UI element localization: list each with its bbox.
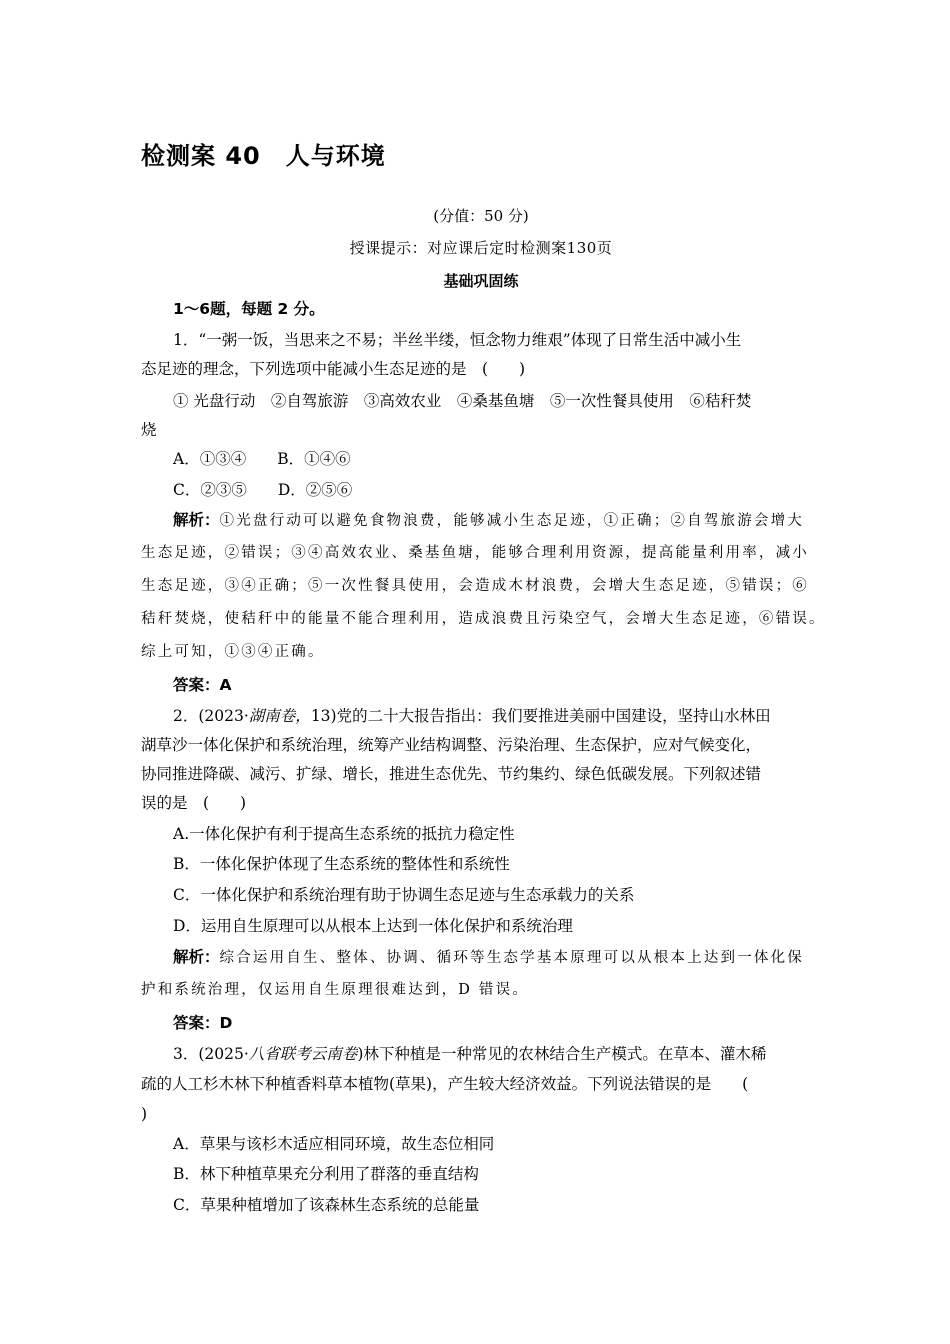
q3-stem-text1: )林下种植是一种常见的农林结合生产模式。在草本、灌木稀 <box>357 1045 767 1063</box>
q1-analysis-line1 <box>173 509 804 532</box>
q2-source: 湖南卷， <box>248 707 311 725</box>
q1-stem-line1: 1．“一粥一饭，当思来之不易；半丝半缕，恒念物力维艰”体现了日常生活中减小生 <box>173 331 742 349</box>
q1-analysis-line4: 秸秆焚烧，使秸秆中的能量不能合理利用，造成浪费且污染空气，会增大生态足迹，⑥错误。 <box>141 611 826 627</box>
q3-option-c: C．草果种植增加了该森林生态系统的总能量 <box>173 1196 480 1214</box>
q2-analysis-label: 解析： <box>173 948 220 966</box>
question-intro: 1～6题，每题 2 分。 <box>173 300 325 318</box>
q2-option-b: B．一体化保护体现了生态系统的整体性和系统性 <box>173 855 510 873</box>
q1-analysis-label: 解析： <box>173 511 220 529</box>
q3-source: 八省联考云南卷 <box>248 1045 358 1063</box>
q1-items-line2: 烧 <box>141 421 157 439</box>
q3-stem-line2: 疏的人工杉木林下种植香料草本植物(草果)，产生较大经济效益。下列说法错误的是 ( <box>141 1075 749 1093</box>
q3-option-a: A．草果与该杉木适应相同环境，故生态位相同 <box>173 1135 495 1153</box>
q3-option-b: B．林下种植草果充分利用了群落的垂直结构 <box>173 1165 479 1183</box>
q2-analysis-line1 <box>173 946 804 969</box>
q2-stem-text1: 13)党的二十大报告指出：我们要推进美丽中国建设，坚持山水林田 <box>310 707 771 725</box>
section-heading: 基础巩固练 <box>443 272 519 290</box>
q2-stem-line1 <box>173 705 771 727</box>
q2-option-c: C．一体化保护和系统治理有助于协调生态足迹与生态承载力的关系 <box>173 886 635 904</box>
q2-number: 2．(2023· <box>173 707 249 725</box>
q1-analysis-text1: ①光盘行动可以避免食物浪费，能够减小生态足迹，①正确；②自驾旅游会增大 <box>219 513 805 529</box>
q2-stem-line3: 协同推进降碳、减污、扩绿、增长，推进生态优先、节约集约、绿色低碳发展。下列叙述错 <box>141 765 762 783</box>
q2-option-a: A.一体化保护有利于提高生态系统的抵抗力稳定性 <box>173 825 515 843</box>
q2-analysis-text1: 综合运用自生、整体、协调、循环等生态学基本原理可以从根本上达到一体化保 <box>219 950 805 966</box>
q1-analysis-line2: 生态足迹，②错误；③④高效农业、桑基鱼塘，能够合理利用资源，提高能量利用率，减小 <box>141 545 809 561</box>
q3-stem-line1 <box>173 1043 766 1065</box>
q3-number: 3．(2025· <box>173 1045 249 1063</box>
q2-analysis-line2: 护和系统治理，仅运用自生原理很难达到，D 错误。 <box>141 982 530 998</box>
q1-analysis-line5: 综上可知，①③④正确。 <box>141 644 325 660</box>
q2-option-d: D．运用自生原理可以从根本上达到一体化保护和系统治理 <box>173 917 573 935</box>
q1-options-cd: C．②③⑤ D．②⑤⑥ <box>173 481 353 499</box>
q1-options-ab: A．①③④ B．①④⑥ <box>173 450 351 468</box>
lesson-hint: 授课提示：对应课后定时检测案130页 <box>349 239 613 257</box>
q3-stem-line3: ) <box>141 1105 148 1123</box>
q2-stem-line4: 误的是 ( ) <box>141 794 247 812</box>
q1-items-line1: ① 光盘行动 ②自驾旅游 ③高效农业 ④桑基鱼塘 ⑤一次性餐具使用 ⑥秸秆焚 <box>173 392 752 410</box>
q2-stem-line2: 湖草沙一体化保护和系统治理，统筹产业结构调整、污染治理、生态保护，应对气候变化， <box>141 736 762 754</box>
q1-stem-line2: 态足迹的理念，下列选项中能减小生态足迹的是 ( ) <box>141 360 526 378</box>
q1-answer: 答案：A <box>173 676 232 694</box>
page-title: 检测案 40 人与环境 <box>141 142 386 170</box>
q1-analysis-line3: 生态足迹，③④正确；⑤一次性餐具使用，会造成木材浪费，会增大生态足迹，⑤错误；⑥ <box>141 578 809 594</box>
q2-answer: 答案：D <box>173 1014 233 1032</box>
score-note: (分值：50 分) <box>433 207 529 225</box>
